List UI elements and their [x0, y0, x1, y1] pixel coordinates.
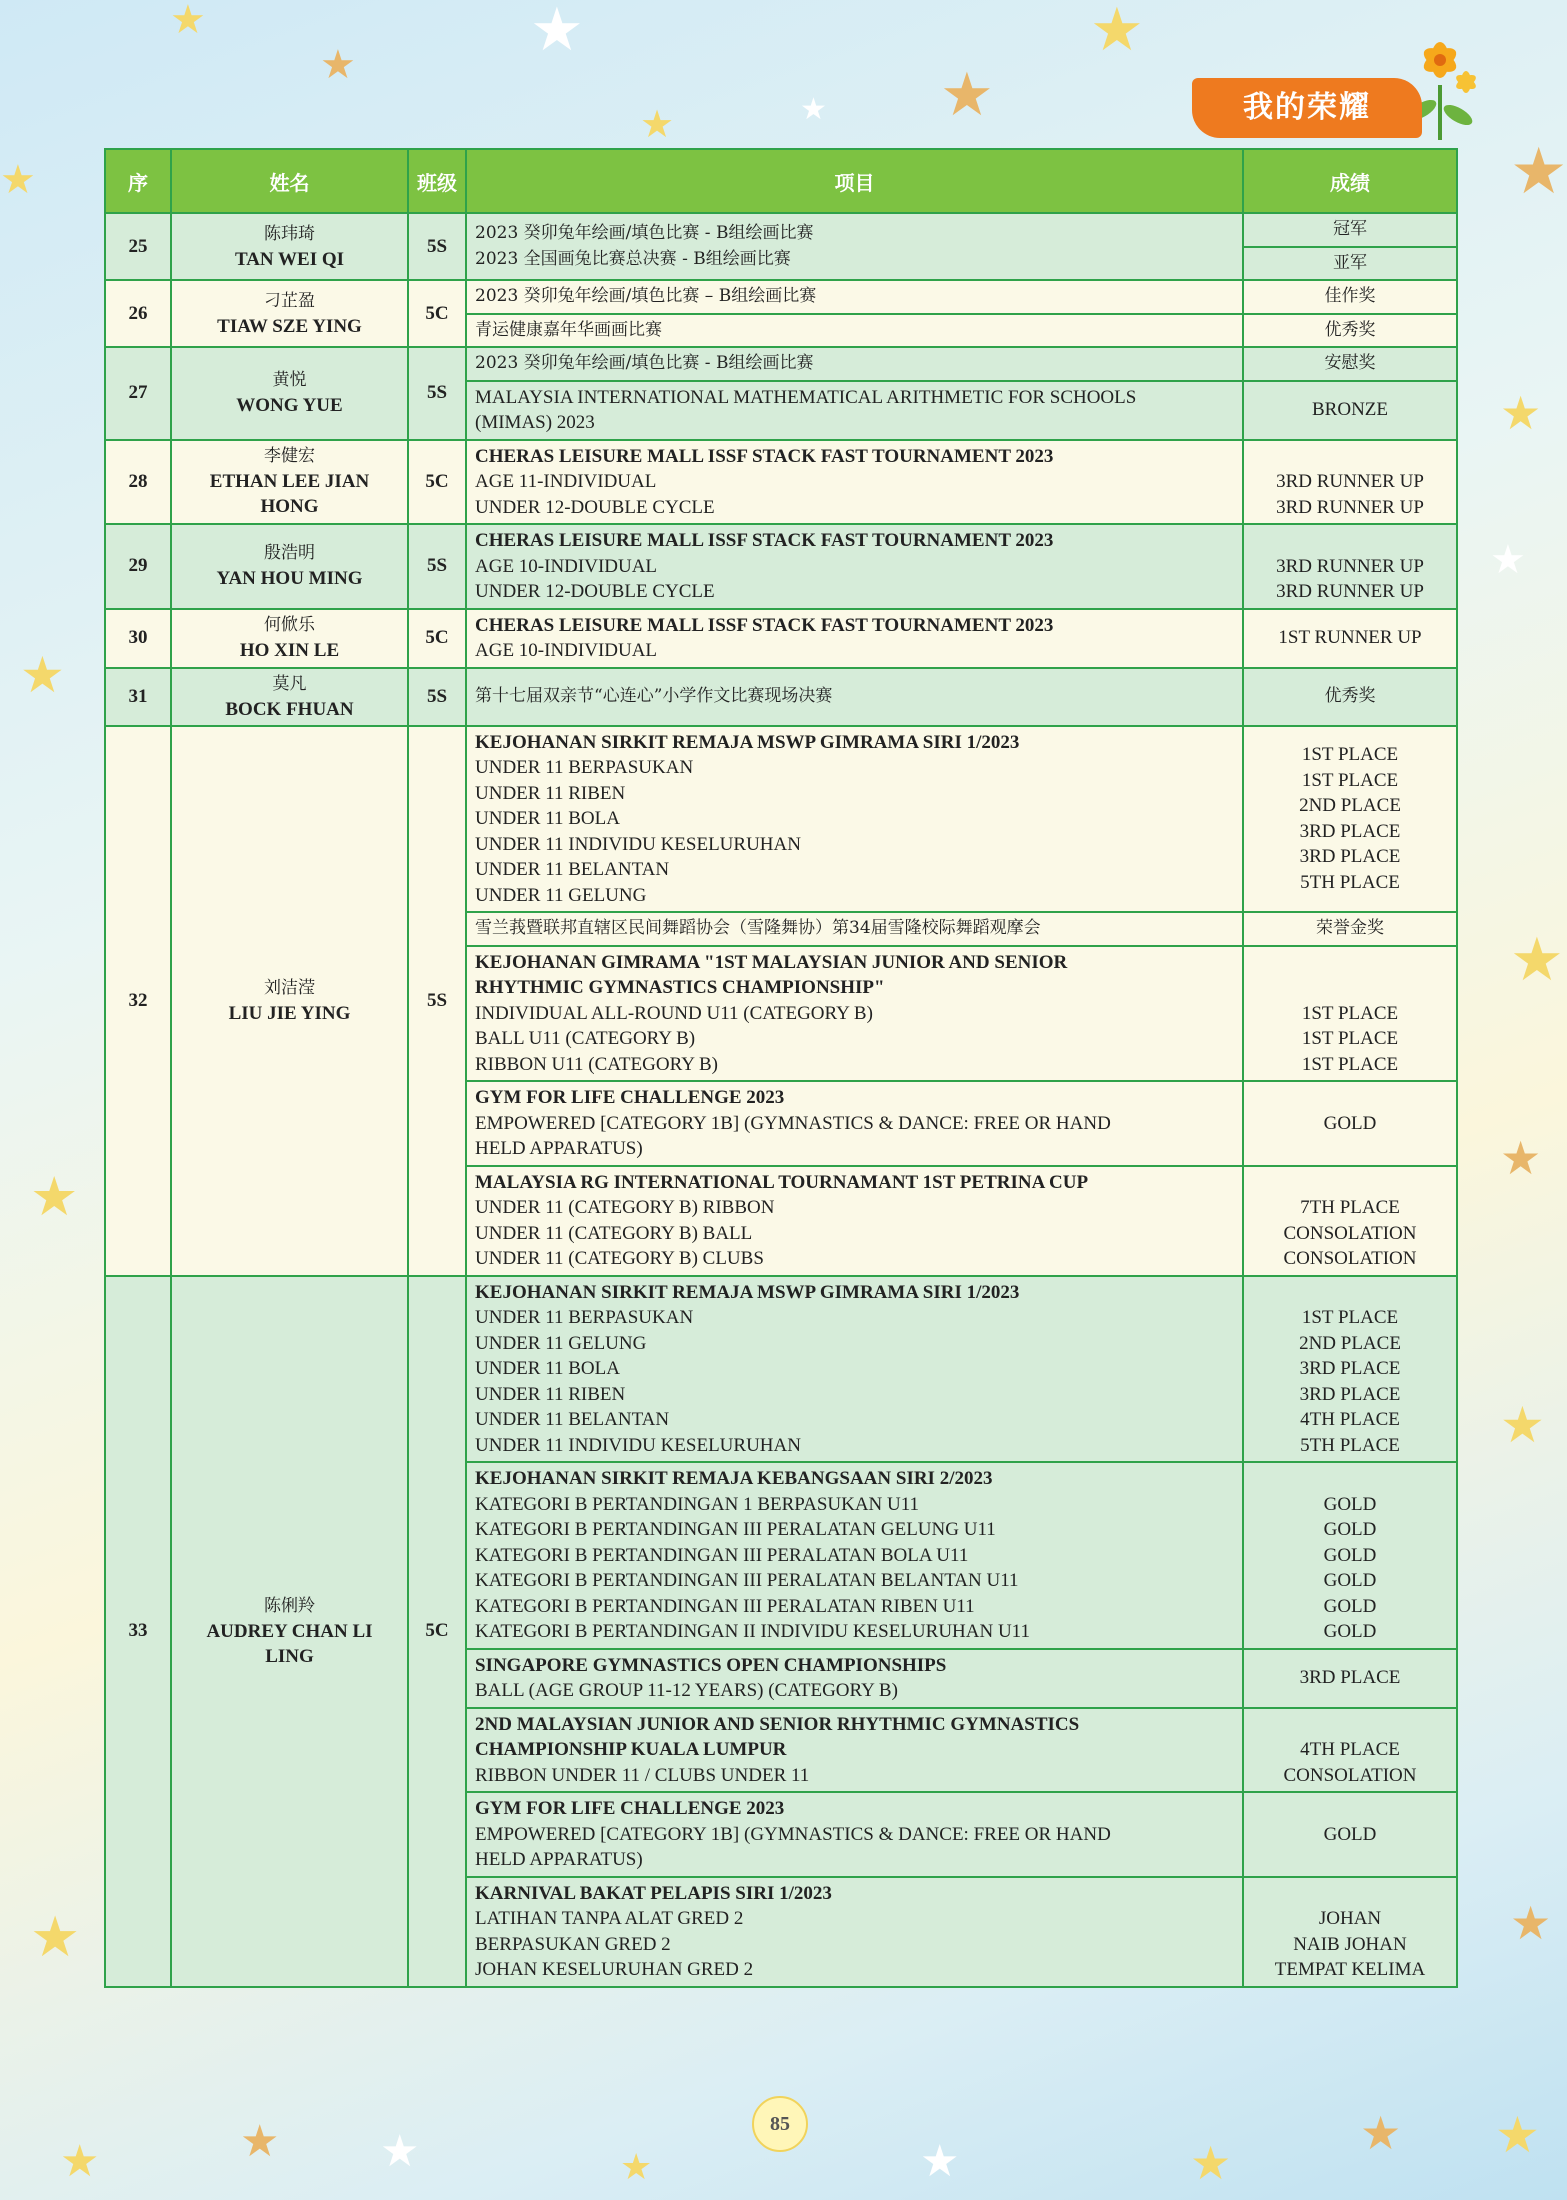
event-line: GYM FOR LIFE CHALLENGE 2023 — [475, 1087, 785, 1108]
event-line: KATEGORI B PERTANDINGAN III PERALATAN RIBEN U11 — [475, 1595, 975, 1617]
event-line: RIBBON U11 (CATEGORY B) — [475, 1053, 718, 1075]
student-name-zh: 何俽乐 — [264, 615, 315, 635]
result-line: 3RD RUNNER UP — [1276, 496, 1424, 518]
result-line: GOLD — [1323, 1595, 1377, 1617]
event-cell — [466, 912, 1243, 946]
student-name-zh: 陈俐羚 — [264, 1595, 315, 1616]
table-row — [105, 440, 1457, 525]
student-name-en: YAN HOU MING — [216, 568, 363, 590]
student-name — [171, 668, 408, 726]
event-line: UNDER 11 BOLA — [475, 1358, 620, 1379]
student-name — [171, 1276, 408, 1987]
result-line: BRONZE — [1312, 399, 1388, 421]
event-line: 雪兰莪暨联邦直辖区民间舞蹈协会（雪隆舞协）第34届雪隆校际舞蹈观摩会 — [475, 918, 1041, 938]
result-line: 佳作奖 — [1324, 286, 1376, 306]
result-cell — [1243, 912, 1457, 946]
student-name — [171, 347, 408, 440]
event-cell — [466, 668, 1243, 726]
student-name — [171, 280, 408, 347]
event-line: UNDER 11 (CATEGORY B) BALL — [475, 1222, 753, 1244]
result-cell — [1243, 280, 1457, 314]
event-line: JOHAN KESELURUHAN GRED 2 — [475, 1959, 754, 1980]
event-line: AGE 10-INDIVIDUAL — [475, 640, 658, 661]
result-line: 1ST PLACE — [1301, 1307, 1399, 1328]
event-line: KATEGORI B PERTANDINGAN III PERALATAN GELUNG U11 — [475, 1519, 996, 1540]
star-decoration-icon: ★ — [30, 1905, 81, 1970]
star-decoration-icon: ★ — [620, 2147, 653, 2188]
event-line: 青运健康嘉年华画画比赛 — [475, 319, 662, 340]
event-line: INDIVIDUAL ALL-ROUND U11 (CATEGORY B) — [475, 1002, 873, 1024]
header-result: 成绩 — [1243, 149, 1457, 213]
result-line: GOLD — [1323, 1544, 1377, 1566]
star-decoration-icon: ★ — [1490, 537, 1526, 583]
result-line: 7TH PLACE — [1300, 1197, 1400, 1218]
event-line: 2023 全国画兔比赛总决赛 - B组绘画比赛 — [475, 248, 791, 269]
row-number: 32 — [105, 726, 171, 1276]
event-line: 2ND MALAYSIAN JUNIOR AND SENIOR RHYTHMIC GYMNASTICS — [475, 1713, 1080, 1735]
student-name — [171, 524, 408, 609]
student-name-en: BOCK FHUAN — [225, 698, 354, 720]
result-line: 3RD RUNNER UP — [1276, 581, 1424, 602]
result-cell — [1243, 1276, 1457, 1463]
star-decoration-icon: ★ — [1500, 1131, 1542, 1185]
result-line: 3RD PLACE — [1299, 846, 1401, 868]
result-line: 优秀奖 — [1324, 319, 1376, 340]
student-class: 5C — [408, 440, 466, 525]
event-line: KEJOHANAN SIRKIT REMAJA MSWP GIMRAMA SIRI 1/2023 — [475, 1281, 1020, 1303]
event-line: CHERAS LEISURE MALL ISSF STACK FAST TOURNAMENT 2023 — [475, 530, 1054, 551]
table-row — [105, 726, 1457, 913]
result-line: JOHAN — [1318, 1908, 1382, 1929]
event-cell — [466, 280, 1243, 314]
star-decoration-icon: ★ — [940, 60, 994, 130]
result-cell — [1243, 946, 1457, 1082]
result-line: CONSOLATION — [1283, 1248, 1417, 1269]
student-class: 5S — [408, 524, 466, 609]
event-cell — [466, 1166, 1243, 1276]
result-line: 2ND PLACE — [1299, 1332, 1401, 1354]
result-line: GOLD — [1323, 1519, 1377, 1540]
result-cell — [1243, 1649, 1457, 1708]
event-line: HELD APPARATUS) — [475, 1849, 643, 1870]
star-decoration-icon: ★ — [380, 2126, 420, 2177]
result-line: 3RD PLACE — [1299, 1383, 1401, 1405]
event-line: BALL (AGE GROUP 11-12 YEARS) (CATEGORY B) — [475, 1680, 898, 1701]
student-class: 5S — [408, 213, 466, 280]
result-cell — [1243, 1462, 1457, 1649]
result-line: 3RD PLACE — [1299, 1667, 1401, 1689]
event-line: KEJOHANAN GIMRAMA "1ST MALAYSIAN JUNIOR AND SENIOR — [475, 951, 1068, 973]
event-cell — [466, 1792, 1243, 1877]
row-number: 31 — [105, 668, 171, 726]
star-decoration-icon: ★ — [1360, 2106, 1402, 2160]
star-decoration-icon: ★ — [1495, 2106, 1540, 2164]
event-line: 2023 癸卯兔年绘画/填色比赛 - B组绘画比赛 — [475, 353, 814, 373]
event-line: (MIMAS) 2023 — [475, 412, 595, 433]
result-line: 1ST RUNNER UP — [1278, 627, 1422, 649]
event-line: SINGAPORE GYMNASTICS OPEN CHAMPIONSHIPS — [475, 1654, 947, 1676]
row-number: 27 — [105, 347, 171, 440]
event-line: KATEGORI B PERTANDINGAN III PERALATAN BOLA U11 — [475, 1544, 969, 1566]
header-name: 姓名 — [171, 149, 408, 213]
event-line: AGE 11-INDIVIDUAL — [475, 471, 657, 492]
event-line: EMPOWERED [CATEGORY 1B] (GYMNASTICS & DANCE: FREE OR HAND — [475, 1823, 1111, 1845]
event-line: KEJOHANAN SIRKIT REMAJA KEBANGSAAN SIRI 2/2023 — [475, 1468, 993, 1489]
student-name-zh: 刁芷盈 — [264, 290, 315, 311]
result-line: 5TH PLACE — [1300, 1434, 1400, 1456]
result-cell: 亚军 — [1243, 247, 1457, 281]
result-line: 4TH PLACE — [1300, 1409, 1400, 1430]
result-line: TEMPAT KELIMA — [1274, 1959, 1426, 1980]
star-decoration-icon: ★ — [1510, 135, 1567, 209]
result-cell — [1243, 524, 1457, 609]
result-line: 优秀奖 — [1324, 685, 1376, 706]
event-line: KEJOHANAN SIRKIT REMAJA MSWP GIMRAMA SIRI 1/2023 — [475, 731, 1020, 753]
row-number: 28 — [105, 440, 171, 525]
student-name — [171, 609, 408, 668]
header-row — [105, 149, 1457, 213]
star-decoration-icon: ★ — [1510, 1896, 1552, 1950]
result-line: GOLD — [1323, 1823, 1377, 1845]
event-line: UNDER 12-DOUBLE CYCLE — [475, 496, 715, 518]
student-name-en: HO XIN LE — [239, 640, 340, 661]
student-name-en: TIAW SZE YING — [217, 315, 362, 337]
star-decoration-icon: ★ — [1510, 925, 1564, 995]
header-event: 项目 — [466, 149, 1243, 213]
result-line: 1ST PLACE — [1301, 1002, 1399, 1024]
event-line: LATIHAN TANPA ALAT GRED 2 — [475, 1908, 744, 1929]
event-line: UNDER 11 BELANTAN — [475, 1409, 670, 1430]
table-body — [105, 213, 1457, 1987]
result-cell — [1243, 1877, 1457, 1987]
result-cell — [1243, 347, 1457, 381]
result-line — [1252, 1881, 1448, 1907]
star-decoration-icon: ★ — [1090, 0, 1144, 65]
star-decoration-icon: ★ — [1190, 2136, 1232, 2190]
student-name-en: ETHAN LEE JIAN HONG — [209, 471, 374, 518]
result-line: NAIB JOHAN — [1293, 1933, 1407, 1955]
result-line — [1252, 975, 1448, 1001]
result-line: GOLD — [1323, 1570, 1377, 1591]
result-line: 1ST PLACE — [1301, 769, 1399, 791]
event-line: MALAYSIA RG INTERNATIONAL TOURNAMANT 1ST PETRINA CUP — [475, 1171, 1089, 1193]
result-cell — [1243, 1166, 1457, 1276]
event-line: KARNIVAL BAKAT PELAPIS SIRI 1/2023 — [475, 1882, 832, 1904]
event-line: UNDER 11 (CATEGORY B) CLUBS — [475, 1248, 764, 1269]
student-name-zh: 殷浩明 — [264, 543, 315, 564]
student-name-en: LIU JIE YING — [228, 1002, 351, 1024]
student-class: 5C — [408, 609, 466, 668]
event-line: MALAYSIA INTERNATIONAL MATHEMATICAL ARITHMETIC FOR SCHOOLS — [475, 386, 1137, 408]
result-line — [1252, 1712, 1448, 1738]
event-cell — [466, 1462, 1243, 1649]
result-line: 3RD PLACE — [1299, 1358, 1401, 1379]
event-line: UNDER 11 BERPASUKAN — [475, 757, 694, 778]
result-line: 3RD PLACE — [1299, 820, 1401, 842]
event-line: 2023 癸卯兔年绘画/填色比赛 – B组绘画比赛 — [475, 286, 817, 306]
student-name — [171, 440, 408, 525]
event-line: UNDER 12-DOUBLE CYCLE — [475, 581, 715, 602]
star-decoration-icon: ★ — [1500, 1396, 1545, 1454]
student-class: 5S — [408, 726, 466, 1276]
event-line: BERPASUKAN GRED 2 — [475, 1933, 671, 1955]
event-line: UNDER 11 GELUNG — [475, 884, 647, 906]
event-cell — [466, 381, 1243, 440]
student-class: 5S — [408, 668, 466, 726]
result-cell — [1243, 1792, 1457, 1877]
event-cell — [466, 609, 1243, 668]
event-cell — [466, 1649, 1243, 1708]
result-cell: 冠军 — [1243, 213, 1457, 247]
table-row — [105, 1276, 1457, 1463]
event-line: UNDER 11 RIBEN — [475, 1383, 626, 1405]
event-cell — [466, 440, 1243, 525]
student-name — [171, 726, 408, 1276]
star-decoration-icon: ★ — [920, 2136, 960, 2187]
event-cell — [466, 946, 1243, 1082]
result-cell — [1243, 381, 1457, 440]
section-banner: 我的荣耀 — [1192, 78, 1422, 138]
student-name-zh: 陈玮琦 — [264, 223, 315, 244]
result-cell — [1243, 668, 1457, 726]
result-cell — [1243, 609, 1457, 668]
table-row — [105, 609, 1457, 668]
event-line: EMPOWERED [CATEGORY 1B] (GYMNASTICS & DANCE: FREE OR HAND — [475, 1112, 1111, 1134]
event-line: UNDER 11 INDIVIDU KESELURUHAN — [475, 1434, 801, 1456]
result-cell — [1243, 726, 1457, 913]
result-line: GOLD — [1323, 1112, 1377, 1134]
table-row — [105, 213, 1457, 247]
event-line: CHAMPIONSHIP KUALA LUMPUR — [475, 1739, 787, 1760]
header-class: 班级 — [408, 149, 466, 213]
student-name — [171, 213, 408, 280]
star-decoration-icon: ★ — [30, 1165, 79, 1228]
table-row — [105, 524, 1457, 609]
result-line: 2ND PLACE — [1299, 795, 1401, 817]
event-cell — [466, 1708, 1243, 1793]
event-line: UNDER 11 BOLA — [475, 808, 620, 829]
event-cell — [466, 1877, 1243, 1987]
star-decoration-icon: ★ — [60, 2136, 100, 2187]
event-cell — [466, 213, 1243, 280]
event-cell — [466, 314, 1243, 348]
event-line: UNDER 11 BELANTAN — [475, 859, 670, 880]
event-cell — [466, 347, 1243, 381]
event-line: CHERAS LEISURE MALL ISSF STACK FAST TOURNAMENT 2023 — [475, 445, 1054, 467]
result-line: 4TH PLACE — [1300, 1739, 1400, 1760]
event-line: UNDER 11 GELUNG — [475, 1332, 647, 1354]
row-number: 30 — [105, 609, 171, 668]
result-line — [1252, 1280, 1448, 1306]
event-cell — [466, 524, 1243, 609]
event-line: 第十七届双亲节“心连心”小学作文比赛现场决赛 — [475, 685, 833, 706]
page-number: 85 — [752, 2096, 808, 2152]
table-row — [105, 668, 1457, 726]
row-number: 26 — [105, 280, 171, 347]
event-line: RHYTHMIC GYMNASTICS CHAMPIONSHIP" — [475, 977, 885, 998]
result-line: CONSOLATION — [1283, 1222, 1417, 1244]
student-name-zh: 黄悦 — [272, 370, 307, 391]
result-line: GOLD — [1323, 1493, 1377, 1515]
star-decoration-icon: ★ — [800, 92, 827, 127]
result-cell — [1243, 1708, 1457, 1793]
student-name-en: AUDREY CHAN LI LING — [206, 1620, 378, 1667]
student-class: 5C — [408, 280, 466, 347]
student-name-en: TAN WEI QI — [234, 248, 345, 270]
result-line — [1252, 528, 1448, 554]
result-line: GOLD — [1323, 1621, 1377, 1642]
event-line: CHERAS LEISURE MALL ISSF STACK FAST TOURNAMENT 2023 — [475, 614, 1054, 636]
student-class: 5S — [408, 347, 466, 440]
student-name-en: WONG YUE — [236, 395, 343, 417]
result-line — [1252, 950, 1448, 976]
table-row — [105, 280, 1457, 314]
event-line: AGE 10-INDIVIDUAL — [475, 555, 658, 577]
event-line: KATEGORI B PERTANDINGAN II INDIVIDU KESELURUHAN U11 — [475, 1621, 1030, 1642]
result-line: 3RD RUNNER UP — [1276, 471, 1424, 492]
event-line: RIBBON UNDER 11 / CLUBS UNDER 11 — [475, 1764, 810, 1786]
star-decoration-icon: ★ — [530, 0, 584, 65]
student-name-zh: 莫凡 — [272, 673, 307, 694]
event-cell — [466, 1276, 1243, 1463]
result-line: 1ST PLACE — [1301, 1053, 1399, 1075]
event-line: GYM FOR LIFE CHALLENGE 2023 — [475, 1798, 785, 1819]
awards-table — [104, 148, 1458, 1988]
table-row — [105, 347, 1457, 381]
result-line — [1252, 1170, 1448, 1196]
star-decoration-icon: ★ — [320, 42, 356, 88]
event-line: HELD APPARATUS) — [475, 1138, 643, 1159]
result-line: 5TH PLACE — [1300, 871, 1400, 893]
row-number: 33 — [105, 1276, 171, 1987]
student-name-zh: 刘洁滢 — [264, 977, 315, 998]
result-line: 1ST PLACE — [1301, 1028, 1399, 1049]
result-line: CONSOLATION — [1283, 1764, 1417, 1786]
event-line: KATEGORI B PERTANDINGAN 1 BERPASUKAN U11 — [475, 1493, 920, 1515]
star-decoration-icon: ★ — [640, 102, 675, 146]
student-name-zh: 李健宏 — [264, 446, 315, 467]
row-number: 25 — [105, 213, 171, 280]
event-line: 2023 癸卯兔年绘画/填色比赛 - B组绘画比赛 — [475, 223, 814, 243]
result-line — [1252, 1466, 1448, 1492]
result-line: 3RD RUNNER UP — [1276, 555, 1424, 577]
star-decoration-icon: ★ — [1500, 386, 1542, 440]
row-number: 29 — [105, 524, 171, 609]
event-line: UNDER 11 INDIVIDU KESELURUHAN — [475, 833, 801, 855]
event-line: BALL U11 (CATEGORY B) — [475, 1028, 696, 1049]
header-no: 序 — [105, 149, 171, 213]
event-line: UNDER 11 (CATEGORY B) RIBBON — [475, 1197, 775, 1218]
result-cell — [1243, 314, 1457, 348]
star-decoration-icon: ★ — [0, 157, 36, 203]
result-line: 荣誉金奖 — [1316, 918, 1384, 938]
event-cell — [466, 726, 1243, 913]
event-cell — [466, 1081, 1243, 1166]
result-line: 安慰奖 — [1324, 353, 1376, 373]
event-line: UNDER 11 BERPASUKAN — [475, 1307, 694, 1328]
student-class: 5C — [408, 1276, 466, 1987]
event-line: UNDER 11 RIBEN — [475, 782, 626, 804]
result-line: 1ST PLACE — [1301, 744, 1399, 766]
result-cell — [1243, 440, 1457, 525]
result-cell — [1243, 1081, 1457, 1166]
star-decoration-icon: ★ — [170, 0, 206, 43]
star-decoration-icon: ★ — [240, 2116, 280, 2167]
result-line — [1252, 444, 1448, 470]
event-line: KATEGORI B PERTANDINGAN III PERALATAN BELANTAN U11 — [475, 1570, 1019, 1591]
star-decoration-icon: ★ — [20, 646, 65, 704]
